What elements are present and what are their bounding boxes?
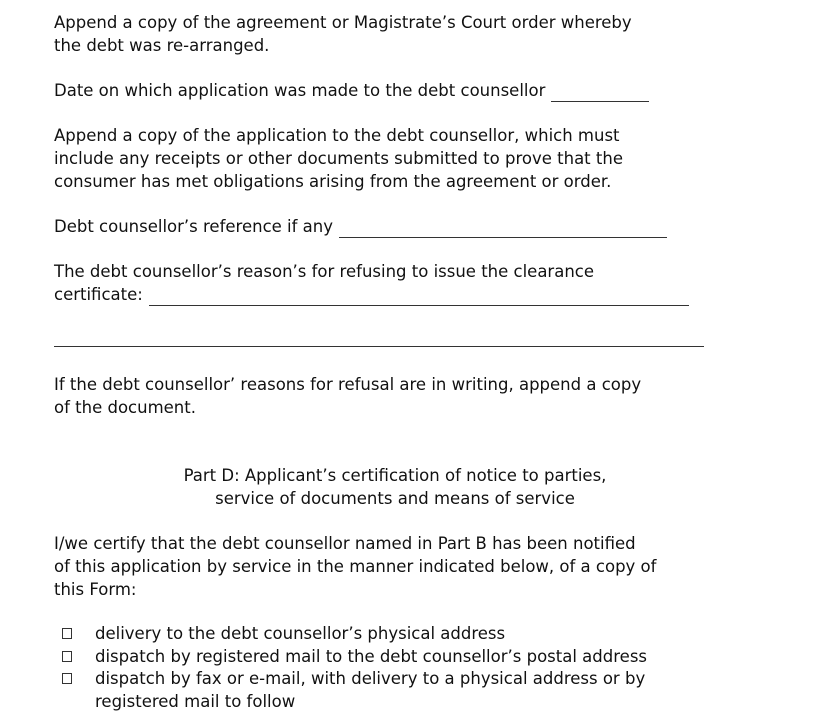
checkbox[interactable]: [62, 628, 72, 639]
refusal-reason-field: [54, 260, 754, 306]
text-line: Append a copy of the application to the debt counsellor, which must: [54, 126, 620, 145]
reference-label: Debt counsellor’s reference if any: [54, 217, 334, 236]
text-line: the debt was re-arranged.: [54, 36, 270, 55]
reference-input[interactable]: [339, 223, 667, 238]
append-agreement-instruction: [54, 11, 754, 57]
option-physical-address: [62, 622, 505, 645]
heading-line: Part D: Applicant’s certification of notice to parties,: [183, 466, 607, 485]
certification-statement: [54, 532, 754, 601]
refusal-reason-input-line-2[interactable]: [54, 346, 704, 347]
date-application-field: [54, 79, 649, 102]
text-line: of the document.: [54, 398, 196, 417]
heading-line: service of documents and means of service: [215, 489, 575, 508]
option-registered-mail: [62, 645, 647, 668]
text-line: If the debt counsellor’ reasons for refusal are in writing, append a copy: [54, 375, 642, 394]
refusal-reason-input[interactable]: [149, 291, 689, 306]
option-label: registered mail to follow: [95, 692, 296, 711]
refusal-reason-label: certificate:: [54, 285, 143, 304]
append-application-instruction: [54, 124, 754, 193]
date-application-input[interactable]: [551, 87, 649, 102]
part-d-heading: [0, 464, 790, 510]
checkbox[interactable]: [62, 673, 72, 684]
text-line: Append a copy of the agreement or Magistrate’s Court order whereby: [54, 13, 632, 32]
text-line: of this application by service in the manner indicated below, of a copy of: [54, 557, 657, 576]
reference-field: [54, 215, 667, 238]
text-line: The debt counsellor’s reason’s for refusing to issue the clearance: [54, 262, 595, 281]
option-label: dispatch by registered mail to the debt counsellor’s postal address: [95, 647, 648, 666]
text-line: consumer has met obligations arising from the agreement or order.: [54, 172, 612, 191]
text-line: this Form:: [54, 580, 137, 599]
date-application-label: Date on which application was made to the debt counsellor: [54, 81, 546, 100]
text-line: I/we certify that the debt counsellor named in Part B has been notified: [54, 534, 636, 553]
option-label: dispatch by fax or e-mail, with delivery to a physical address or by: [95, 669, 646, 688]
text-line: include any receipts or other documents submitted to prove that the: [54, 149, 623, 168]
option-fax-email: [62, 667, 645, 713]
refusal-writing-instruction: [54, 373, 754, 419]
checkbox[interactable]: [62, 651, 72, 662]
option-label: delivery to the debt counsellor’s physical address: [95, 624, 506, 643]
